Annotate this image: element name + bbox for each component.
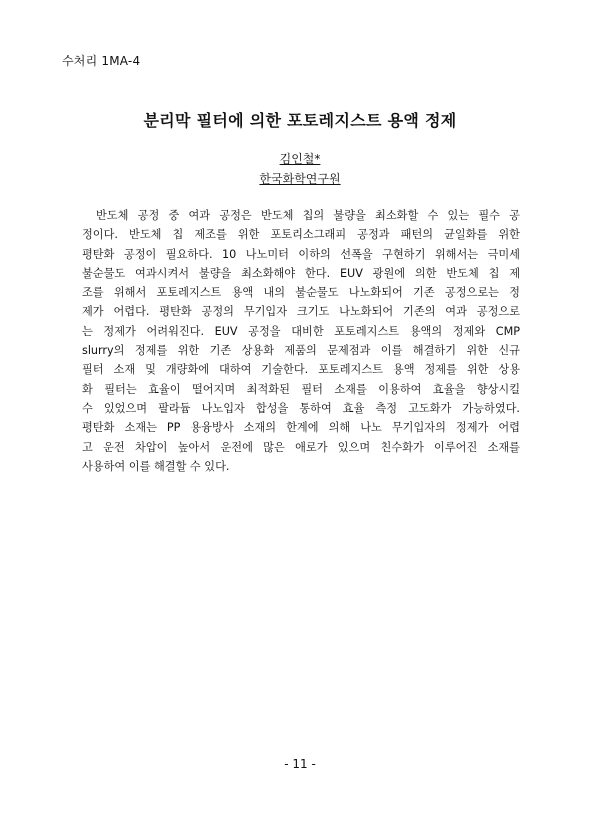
author-affiliation: 한국화학연구원 [259, 172, 341, 186]
abstract-line: 평탄화 공정이 필요하다. 10 나노미터 이하의 선폭을 구현하기 위해서는 극미세 [82, 247, 520, 261]
abstract-line: 수 있었으며 팔라듐 나노입자 합성을 통하여 효율 측정 고도화가 가능하였다. [82, 401, 520, 415]
abstract-line: 사용하여 이를 해결할 수 있다. [82, 459, 230, 473]
abstract-line: 평탄화 소재는 PP 용융방사 소재의 한계에 의해 나노 무기입자의 정제가 어렵 [82, 421, 520, 435]
page-number: - 11 - [284, 757, 316, 771]
abstract-line: 불순물도 여과시켜서 불량을 최소화해야 한다. EUV 광원에 의한 반도체 칩 제 [82, 266, 520, 280]
abstract-line: 고 운전 차압이 높아서 운전에 많은 애로가 있으며 친수화가 이루어진 소재를 [82, 440, 520, 454]
affiliation-line [0, 170, 600, 187]
abstract-line: slurry의 정제를 위한 기존 상용화 제품의 문제점과 이를 해결하기 위한 신규 [82, 344, 520, 358]
abstract-line: 정이다. 반도체 칩 제조를 위한 포토리소그래피 공정과 패턴의 균일화를 위한 [82, 228, 520, 242]
author-line [0, 150, 600, 167]
abstract-line: 는 정제가 어려워진다. EUV 공정을 대비한 포토레지스트 용액의 정제와 CMP [82, 324, 520, 338]
abstract-line: 반도체 공정 중 여과 공정은 반도체 칩의 불량을 최소화할 수 있는 필수 공 [96, 209, 520, 222]
abstract-line: 제가 어렵다. 평탄화 공정의 무기입자 크기도 나노화되어 기존의 여과 공정으로 [82, 305, 520, 319]
author-name: 김인철* [279, 152, 321, 166]
abstract-line: 필터 소재 및 개량화에 대하여 기술한다. 포토레지스트 용액 정제를 위한 상용 [82, 363, 520, 377]
paper-title: 분리막 필터에 의한 포토레지스트 용액 정제 [143, 111, 457, 130]
abstract-body [82, 206, 520, 476]
abstract-line: 화 필터는 효율이 떨어지며 최적화된 필터 소재를 이용하여 효율을 향상시킬 [82, 382, 520, 396]
session-code: 수처리 1MA-4 [62, 54, 141, 68]
abstract-line: 조를 위해서 포토레지스트 용액 내의 불순물도 나노화되어 기존 공정으로는 정 [82, 286, 520, 300]
